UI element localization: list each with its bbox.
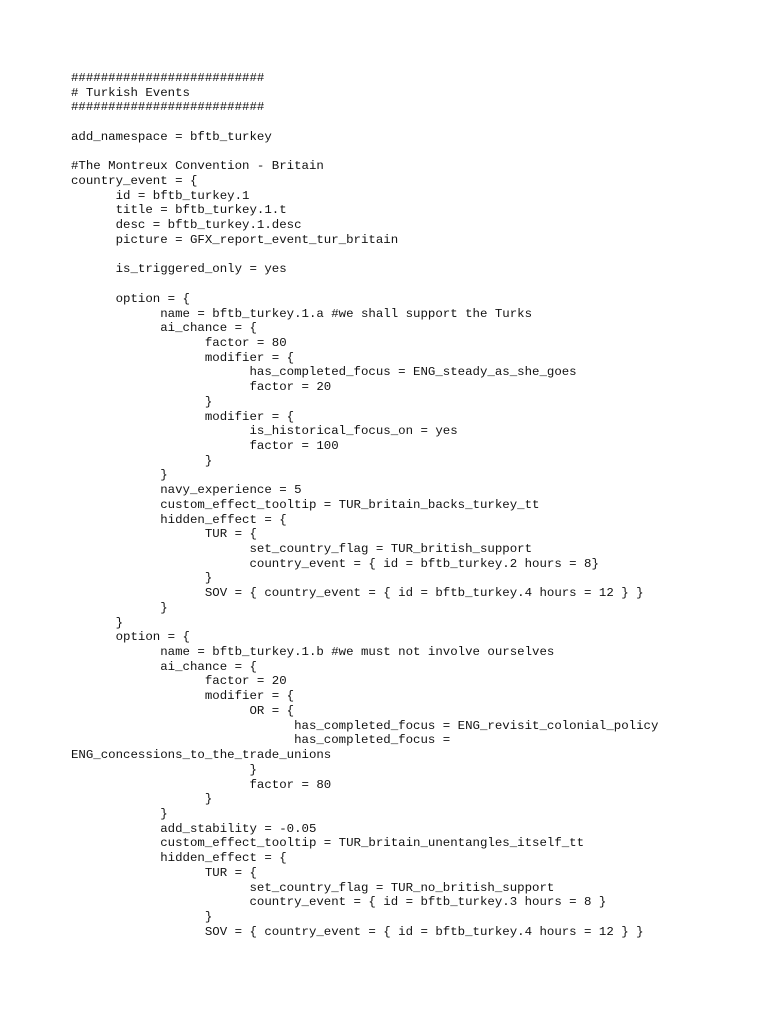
code-line: #The Montreux Convention - Britain: [71, 159, 324, 174]
code-line: ai_chance = {: [71, 659, 257, 674]
code-line: [71, 277, 658, 292]
code-line: country_event = { id = bftb_turkey.3 hours = 8 }: [71, 895, 607, 910]
code-line: # Turkish Events: [71, 85, 190, 100]
code-line: [71, 115, 658, 130]
code-line: custom_effect_tooltip = TUR_britain_unentangles_itself_tt: [71, 836, 585, 851]
code-line: name = bftb_turkey.1.b #we must not involve ourselves: [71, 645, 555, 660]
code-line: SOV = { country_event = { id = bftb_turkey.4 hours = 12 } }: [71, 586, 644, 601]
code-line: is_historical_focus_on = yes: [71, 424, 458, 439]
code-line: factor = 20: [71, 674, 287, 689]
code-line: navy_experience = 5: [71, 483, 302, 498]
code-line: }: [71, 453, 213, 468]
code-line: }: [71, 909, 213, 924]
code-line: custom_effect_tooltip = TUR_britain_backs_turkey_tt: [71, 497, 540, 512]
code-line: option = {: [71, 630, 190, 645]
code-line: country_event = {: [71, 174, 198, 189]
code-line: has_completed_focus =: [71, 733, 451, 748]
code-listing: [71, 71, 658, 939]
code-line: option = {: [71, 291, 190, 306]
code-line: }: [71, 615, 124, 630]
code-line: }: [71, 806, 168, 821]
code-line: country_event = { id = bftb_turkey.2 hours = 8}: [71, 556, 599, 571]
code-line: id = bftb_turkey.1: [71, 188, 250, 203]
code-line: ##########################: [71, 100, 265, 115]
code-line: factor = 80: [71, 777, 332, 792]
code-line: [71, 145, 658, 160]
code-line: factor = 20: [71, 380, 332, 395]
code-line: modifier = {: [71, 689, 295, 704]
code-line: add_stability = -0.05: [71, 821, 317, 836]
code-line: }: [71, 792, 213, 807]
code-line: }: [71, 394, 213, 409]
code-line: add_namespace = bftb_turkey: [71, 129, 272, 144]
code-line: modifier = {: [71, 409, 295, 424]
code-line: hidden_effect = {: [71, 512, 287, 527]
code-line: }: [71, 762, 257, 777]
code-line: has_completed_focus = ENG_steady_as_she_goes: [71, 365, 577, 380]
code-line: hidden_effect = {: [71, 851, 287, 866]
code-line: ##########################: [71, 71, 265, 85]
code-line: }: [71, 571, 213, 586]
code-line: }: [71, 468, 168, 483]
code-line: OR = {: [71, 703, 295, 718]
code-line: TUR = {: [71, 527, 257, 542]
code-line: factor = 100: [71, 438, 339, 453]
code-line: ai_chance = {: [71, 321, 257, 336]
code-line: }: [71, 600, 168, 615]
code-line: factor = 80: [71, 335, 287, 350]
code-line: title = bftb_turkey.1.t: [71, 203, 287, 218]
code-line: TUR = {: [71, 865, 257, 880]
code-line: has_completed_focus = ENG_revisit_colonial_policy: [71, 718, 659, 733]
code-line: ENG_concessions_to_the_trade_unions: [71, 748, 332, 763]
code-line: picture = GFX_report_event_tur_britain: [71, 232, 399, 247]
code-line: is_triggered_only = yes: [71, 262, 287, 277]
code-line: set_country_flag = TUR_no_british_support: [71, 880, 555, 895]
code-line: [71, 248, 658, 263]
code-line: SOV = { country_event = { id = bftb_turkey.4 hours = 12 } }: [71, 924, 644, 939]
code-line: set_country_flag = TUR_british_support: [71, 542, 533, 556]
code-line: modifier = {: [71, 350, 295, 365]
code-line: desc = bftb_turkey.1.desc: [71, 218, 302, 233]
code-line: name = bftb_turkey.1.a #we shall support the Turks: [71, 306, 533, 321]
